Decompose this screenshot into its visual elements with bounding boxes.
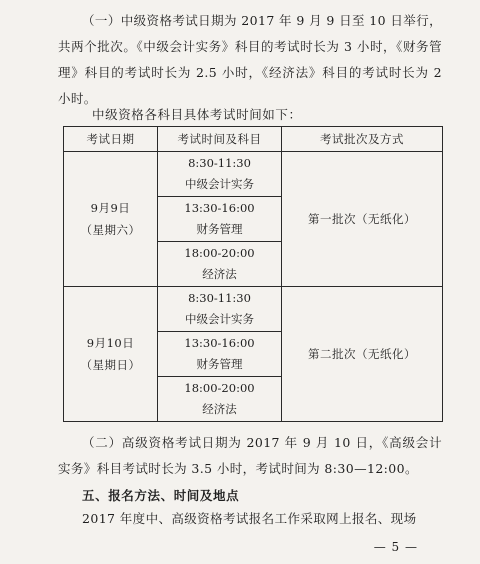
time-subject-cell (158, 152, 282, 197)
senior-exam-paragraph: （二）高级资格考试日期为 2017 年 9 月 10 日，《高级会计实务》科目考试时长为 3.5 小时，考试时间为 8:30—12:00。 (58, 435, 442, 476)
time-subject-cell (158, 287, 282, 332)
time-subject-cell (158, 377, 282, 422)
exam-time: 13:30-16:00 (184, 336, 255, 350)
page-number: — 5 — (373, 540, 418, 554)
exam-date-cell (64, 287, 158, 422)
time-subject-cell (158, 197, 282, 242)
exam-time: 8:30-11:30 (188, 291, 251, 305)
exam-subject: 中级会计实务 (185, 312, 254, 326)
exam-time: 18:00-20:00 (184, 381, 255, 395)
exam-batch-cell: 第二批次（无纸化） (282, 287, 443, 422)
exam-schedule-table (63, 126, 443, 422)
time-subject-cell (158, 332, 282, 377)
table-caption: 中级资格各科目具体考试时间如下： (92, 107, 302, 122)
exam-date: 9月9日 (90, 201, 131, 215)
exam-batch-cell: 第一批次（无纸化） (282, 152, 443, 287)
exam-date-cell (64, 152, 158, 287)
registration-paragraph: 2017 年度中、高级资格考试报名工作采取网上报名、现场 (82, 511, 417, 526)
table-row (64, 152, 443, 197)
header-exam-date: 考试日期 (64, 127, 158, 152)
exam-time: 18:00-20:00 (184, 246, 255, 260)
exam-date: 9月10日 (86, 336, 135, 350)
table-row (64, 287, 443, 332)
table-header-row (64, 127, 443, 152)
exam-subject: 经济法 (202, 402, 237, 416)
intermediate-exam-paragraph: （一）中级资格考试日期为 2017 年 9 月 9 日至 10 日举行，共两个批次。《中级会计实务》科目的考试时长为 3 小时，《财务管理》科目的考试时长为 2.5 小时，《经济法》科目的考试时长为 2 小时。 (58, 13, 442, 106)
header-batch-method: 考试批次及方式 (282, 127, 443, 152)
time-subject-cell (158, 242, 282, 287)
exam-weekday: （星期六） (80, 223, 141, 237)
exam-subject: 中级会计实务 (185, 177, 254, 191)
exam-subject: 经济法 (202, 267, 237, 281)
exam-subject: 财务管理 (196, 357, 243, 371)
exam-weekday: （星期日） (80, 358, 141, 372)
section-heading: 五、报名方法、时间及地点 (82, 488, 240, 503)
exam-subject: 财务管理 (196, 222, 243, 236)
exam-time: 13:30-16:00 (184, 201, 255, 215)
header-time-subject: 考试时间及科目 (158, 127, 282, 152)
exam-time: 8:30-11:30 (188, 156, 251, 170)
